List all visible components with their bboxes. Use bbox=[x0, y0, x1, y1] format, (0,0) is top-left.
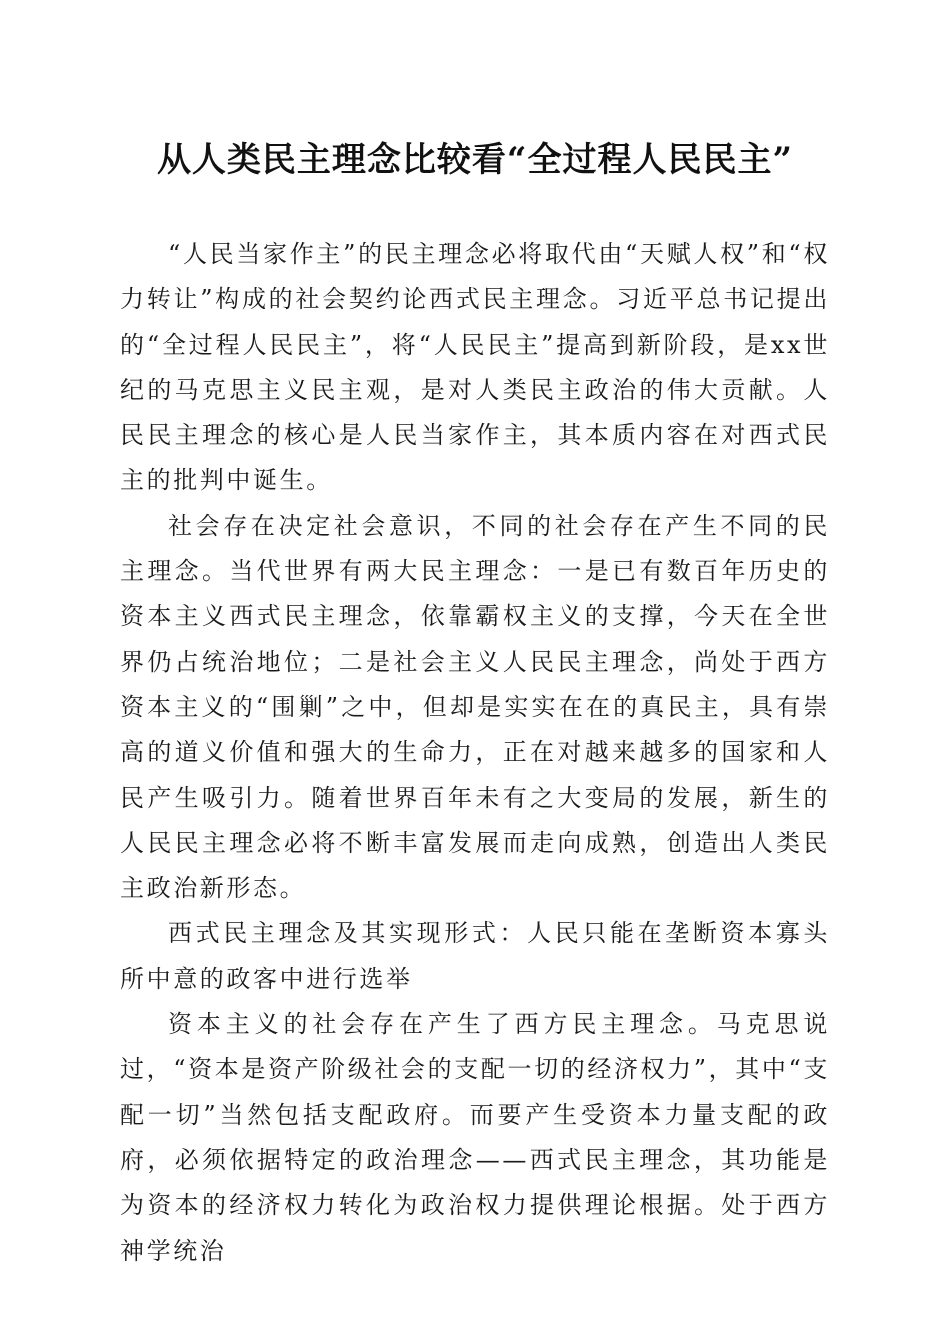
section-heading: 西式民主理念及其实现形式：人民只能在垄断资本寡头所中意的政客中进行选举 bbox=[120, 919, 830, 993]
document-title: 从人类民主理念比较看“全过程人民民主” bbox=[156, 140, 794, 180]
paragraph: 社会存在决定社会意识，不同的社会存在产生不同的民主理念。当代世界有两大民主理念：一是已有数百年历史的资本主义西式民主理念，依靠霸权主义的支撑，今天在全世界仍占统治地位；二是社会主义人民民主理念，尚处于西方资本主义的“围剿”之中，但却是实实在在的真民主，具有崇高的道义价值和强大的生命力，正在对越来越多的国家和人民产生吸引力。随着世界百年未有之大变局的发展，新生的人民民主理念必将不断丰富发展而走向成熟，创造出人类民主政治新形态。 bbox=[120, 511, 830, 903]
document-body bbox=[120, 232, 830, 1274]
paragraph: “人民当家作主”的民主理念必将取代由“天赋人权”和“权力转让”构成的社会契约论西式民主理念。习近平总书记提出的“全过程人民民主”，将“人民民主”提高到新阶段，是xx世纪的马克思主义民主观，是对人类民主政治的伟大贡献。人民民主理念的核心是人民当家作主，其本质内容在对西式民主的批判中诞生。 bbox=[120, 240, 830, 495]
paragraph: 资本主义的社会存在产生了西方民主理念。马克思说过，“资本是资产阶级社会的支配一切的经济权力”，其中“支配一切”当然包括支配政府。而要产生受资本力量支配的政府，必须依据特定的政治理念——西式民主理念，其功能是为资本的经济权力转化为政治权力提供理论根据。处于西方神学统治 bbox=[120, 1010, 830, 1265]
